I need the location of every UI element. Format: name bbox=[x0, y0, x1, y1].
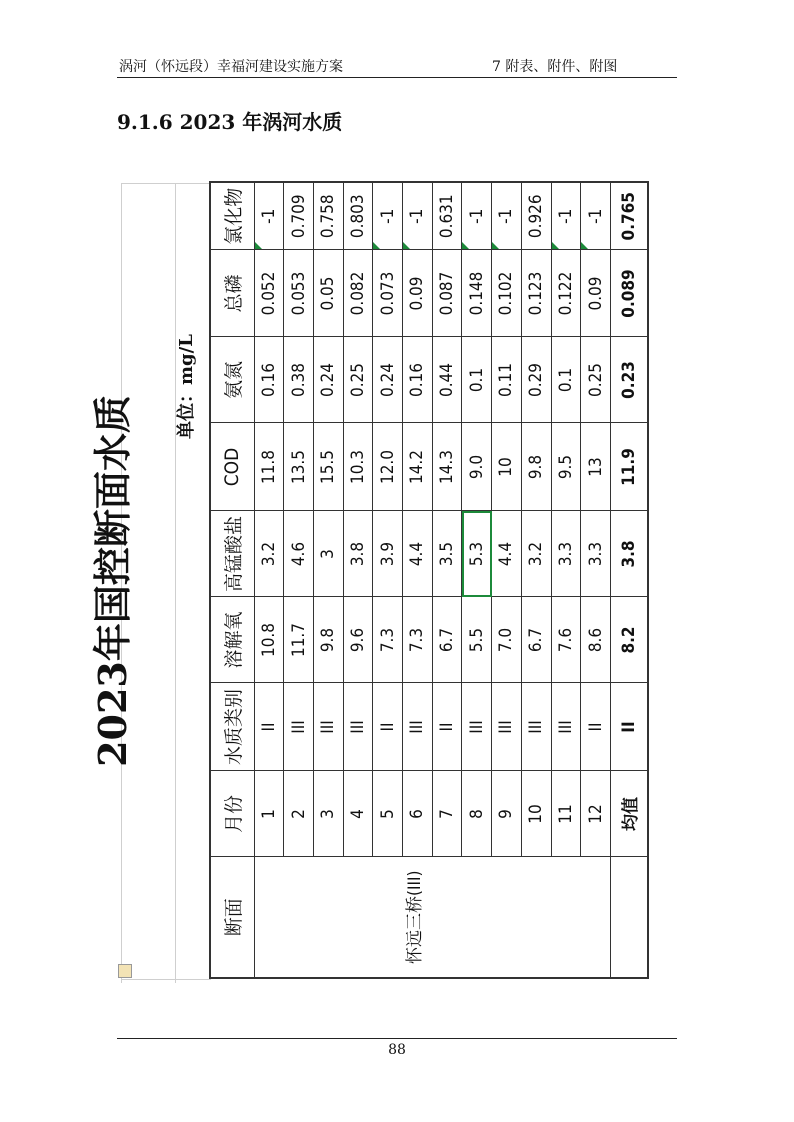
ammonia-cell: 0.44 bbox=[432, 337, 462, 423]
month-cell: 4 bbox=[343, 771, 373, 857]
header-chapter: 7 附表、附件、附图 bbox=[492, 59, 618, 75]
average-cod-cell: 11.9 bbox=[610, 423, 648, 511]
phosphorus-cell: 0.053 bbox=[284, 250, 314, 337]
phosphorus-cell: 0.087 bbox=[432, 250, 462, 337]
class-cell: II bbox=[373, 683, 403, 771]
phosphorus-cell: 0.09 bbox=[403, 250, 433, 337]
month-cell: 9 bbox=[492, 771, 522, 857]
phosphorus-cell: 0.052 bbox=[254, 250, 284, 337]
cod-cell: 15.5 bbox=[313, 423, 343, 511]
permanganate-cell: 4.6 bbox=[284, 511, 314, 597]
permanganate-cell: 3.3 bbox=[551, 511, 581, 597]
phosphorus-cell: 0.082 bbox=[343, 250, 373, 337]
chloride-cell: 0.709 bbox=[284, 182, 314, 250]
column-header: 溶解氧 bbox=[210, 597, 254, 683]
selected-permanganate-cell[interactable]: 5.3 bbox=[462, 511, 492, 597]
permanganate-cell: 3.5 bbox=[432, 511, 462, 597]
rotated-table-block bbox=[90, 183, 649, 979]
class-cell: III bbox=[284, 683, 314, 771]
month-cell: 5 bbox=[373, 771, 403, 857]
ammonia-cell: 0.16 bbox=[254, 337, 284, 423]
water-quality-table bbox=[209, 181, 649, 979]
month-cell: 2 bbox=[284, 771, 314, 857]
class-cell: II bbox=[432, 683, 462, 771]
permanganate-cell: 3.2 bbox=[521, 511, 551, 597]
cod-cell: 10.3 bbox=[343, 423, 373, 511]
average-section-cell bbox=[610, 857, 648, 978]
month-cell: 12 bbox=[581, 771, 611, 857]
class-cell: II bbox=[581, 683, 611, 771]
chloride-cell: -1 bbox=[403, 182, 433, 250]
sheet-gridline bbox=[121, 979, 211, 980]
class-cell: III bbox=[343, 683, 373, 771]
average-label-cell: 均值 bbox=[610, 771, 648, 857]
permanganate-cell: 3.9 bbox=[373, 511, 403, 597]
average-class-cell: II bbox=[610, 683, 648, 771]
average-phosphorus-cell: 0.089 bbox=[610, 250, 648, 337]
cod-cell: 11.8 bbox=[254, 423, 284, 511]
month-cell: 8 bbox=[462, 771, 492, 857]
ammonia-cell: 0.1 bbox=[551, 337, 581, 423]
ammonia-cell: 0.38 bbox=[284, 337, 314, 423]
class-cell: III bbox=[462, 683, 492, 771]
do-cell: 7.3 bbox=[373, 597, 403, 683]
column-header: 断面 bbox=[210, 857, 254, 978]
permanganate-cell: 3.8 bbox=[343, 511, 373, 597]
month-cell: 3 bbox=[313, 771, 343, 857]
header-document-title: 涡河（怀远段）幸福河建设实施方案 bbox=[119, 59, 343, 75]
ammonia-cell: 0.25 bbox=[581, 337, 611, 423]
column-header: COD bbox=[210, 423, 254, 511]
chloride-cell: 0.803 bbox=[343, 182, 373, 250]
column-header: 水质类别 bbox=[210, 683, 254, 771]
do-cell: 8.6 bbox=[581, 597, 611, 683]
section-name-cell: 怀远三桥(III) bbox=[254, 857, 610, 978]
class-cell: III bbox=[551, 683, 581, 771]
do-cell: 9.8 bbox=[313, 597, 343, 683]
chloride-cell: -1 bbox=[373, 182, 403, 250]
ammonia-cell: 0.1 bbox=[462, 337, 492, 423]
cod-cell: 13 bbox=[581, 423, 611, 511]
average-row bbox=[610, 182, 648, 978]
chloride-cell: -1 bbox=[581, 182, 611, 250]
do-cell: 6.7 bbox=[432, 597, 462, 683]
month-cell: 11 bbox=[551, 771, 581, 857]
page-number: 88 bbox=[388, 1042, 406, 1058]
month-cell: 7 bbox=[432, 771, 462, 857]
ammonia-cell: 0.24 bbox=[373, 337, 403, 423]
phosphorus-cell: 0.073 bbox=[373, 250, 403, 337]
cod-cell: 12.0 bbox=[373, 423, 403, 511]
phosphorus-cell: 0.102 bbox=[492, 250, 522, 337]
month-cell: 6 bbox=[403, 771, 433, 857]
ammonia-cell: 0.24 bbox=[313, 337, 343, 423]
chloride-cell: -1 bbox=[462, 182, 492, 250]
do-cell: 6.7 bbox=[521, 597, 551, 683]
header-divider bbox=[117, 77, 677, 78]
class-cell: III bbox=[492, 683, 522, 771]
permanganate-cell: 3.3 bbox=[581, 511, 611, 597]
cod-cell: 9.8 bbox=[521, 423, 551, 511]
do-cell: 7.6 bbox=[551, 597, 581, 683]
chloride-cell: 0.758 bbox=[313, 182, 343, 250]
cod-cell: 13.5 bbox=[284, 423, 314, 511]
phosphorus-cell: 0.148 bbox=[462, 250, 492, 337]
permanganate-cell: 3 bbox=[313, 511, 343, 597]
footer-divider bbox=[117, 1038, 677, 1039]
class-cell: III bbox=[403, 683, 433, 771]
phosphorus-cell: 0.05 bbox=[313, 250, 343, 337]
ammonia-cell: 0.11 bbox=[492, 337, 522, 423]
chloride-cell: 0.926 bbox=[521, 182, 551, 250]
unit-label: 单位：mg/L bbox=[176, 334, 197, 439]
do-cell: 11.7 bbox=[284, 597, 314, 683]
class-cell: III bbox=[521, 683, 551, 771]
do-cell: 10.8 bbox=[254, 597, 284, 683]
month-cell: 10 bbox=[521, 771, 551, 857]
ammonia-cell: 0.29 bbox=[521, 337, 551, 423]
cod-cell: 9.5 bbox=[551, 423, 581, 511]
do-cell: 5.5 bbox=[462, 597, 492, 683]
table-header-row bbox=[210, 182, 254, 978]
cod-cell: 14.3 bbox=[432, 423, 462, 511]
phosphorus-cell: 0.122 bbox=[551, 250, 581, 337]
column-header: 月份 bbox=[210, 771, 254, 857]
average-permanganate-cell: 3.8 bbox=[610, 511, 648, 597]
table-title: 2023年国控断面水质 bbox=[90, 395, 135, 767]
class-cell: III bbox=[313, 683, 343, 771]
chloride-cell: 0.631 bbox=[432, 182, 462, 250]
month-cell: 1 bbox=[254, 771, 284, 857]
column-header: 高锰酸盐 bbox=[210, 511, 254, 597]
chloride-cell: -1 bbox=[492, 182, 522, 250]
average-chloride-cell: 0.765 bbox=[610, 182, 648, 250]
cod-cell: 10 bbox=[492, 423, 522, 511]
phosphorus-cell: 0.09 bbox=[581, 250, 611, 337]
average-ammonia-cell: 0.23 bbox=[610, 337, 648, 423]
class-cell: II bbox=[254, 683, 284, 771]
ammonia-cell: 0.16 bbox=[403, 337, 433, 423]
phosphorus-cell: 0.123 bbox=[521, 250, 551, 337]
column-header: 氯化物 bbox=[210, 182, 254, 250]
section-title: 9.1.6 2023 年涡河水质 bbox=[117, 110, 343, 134]
permanganate-cell: 4.4 bbox=[403, 511, 433, 597]
ammonia-cell: 0.25 bbox=[343, 337, 373, 423]
chloride-cell: -1 bbox=[254, 182, 284, 250]
do-cell: 9.6 bbox=[343, 597, 373, 683]
cod-cell: 9.0 bbox=[462, 423, 492, 511]
permanganate-cell: 3.2 bbox=[254, 511, 284, 597]
do-cell: 7.3 bbox=[403, 597, 433, 683]
cod-cell: 14.2 bbox=[403, 423, 433, 511]
column-header: 氨氮 bbox=[210, 337, 254, 423]
table-body bbox=[254, 182, 648, 978]
column-header: 总磷 bbox=[210, 250, 254, 337]
table-row bbox=[254, 182, 284, 978]
do-cell: 7.0 bbox=[492, 597, 522, 683]
average-do-cell: 8.2 bbox=[610, 597, 648, 683]
chloride-cell: -1 bbox=[551, 182, 581, 250]
permanganate-cell: 4.4 bbox=[492, 511, 522, 597]
